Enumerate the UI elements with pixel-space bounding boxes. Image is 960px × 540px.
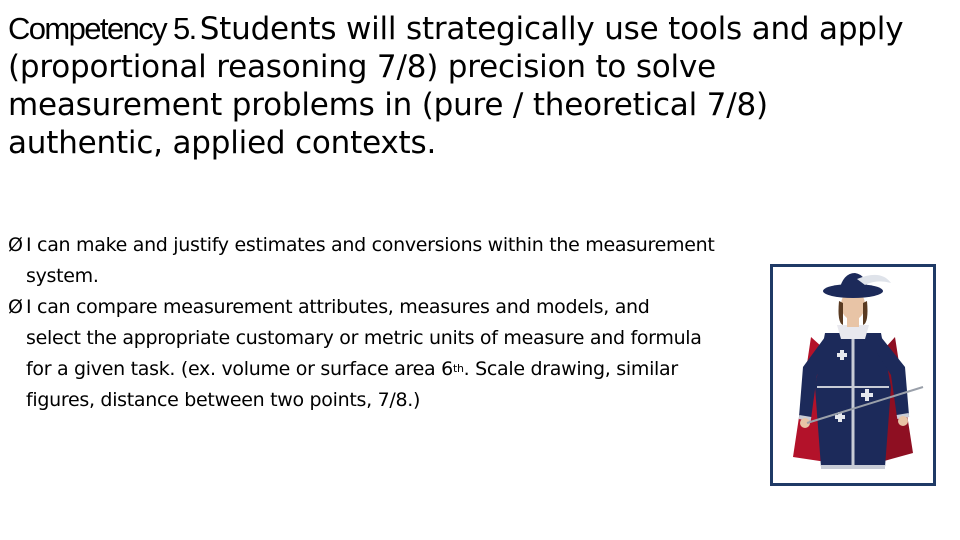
bullet-text <box>26 292 706 416</box>
musketeer-illustration <box>773 267 933 483</box>
title-lead: Competency 5. <box>8 11 196 46</box>
title-text: Students will strategically use tools and apply (proportional reasoning 7/8) precision to solve measurement problems in (pure / theoretical 7/8) authentic, applied contexts. <box>8 11 904 161</box>
arrow-bullet-icon: Ø <box>8 234 23 256</box>
superscript-ordinal: th <box>452 362 464 375</box>
bullet-text-part: I can compare measurement attributes, measures and models, and select the appropriate customary or metric units of measure and formula for a given task. (ex. volume or surface area 6 <box>26 296 702 380</box>
slide-title <box>8 10 918 162</box>
arrow-bullet-icon: Ø <box>8 296 23 318</box>
bullet-list <box>8 230 728 416</box>
bullet-item <box>8 230 728 292</box>
bullet-text-part: . Scale drawing, similar figures, distance between two points, 7/8.) <box>26 358 678 411</box>
bullet-text: I can make and justify estimates and conversions within the measurement system. <box>26 234 715 287</box>
bullet-item <box>8 292 728 416</box>
musketeer-costume-photo <box>770 264 936 486</box>
